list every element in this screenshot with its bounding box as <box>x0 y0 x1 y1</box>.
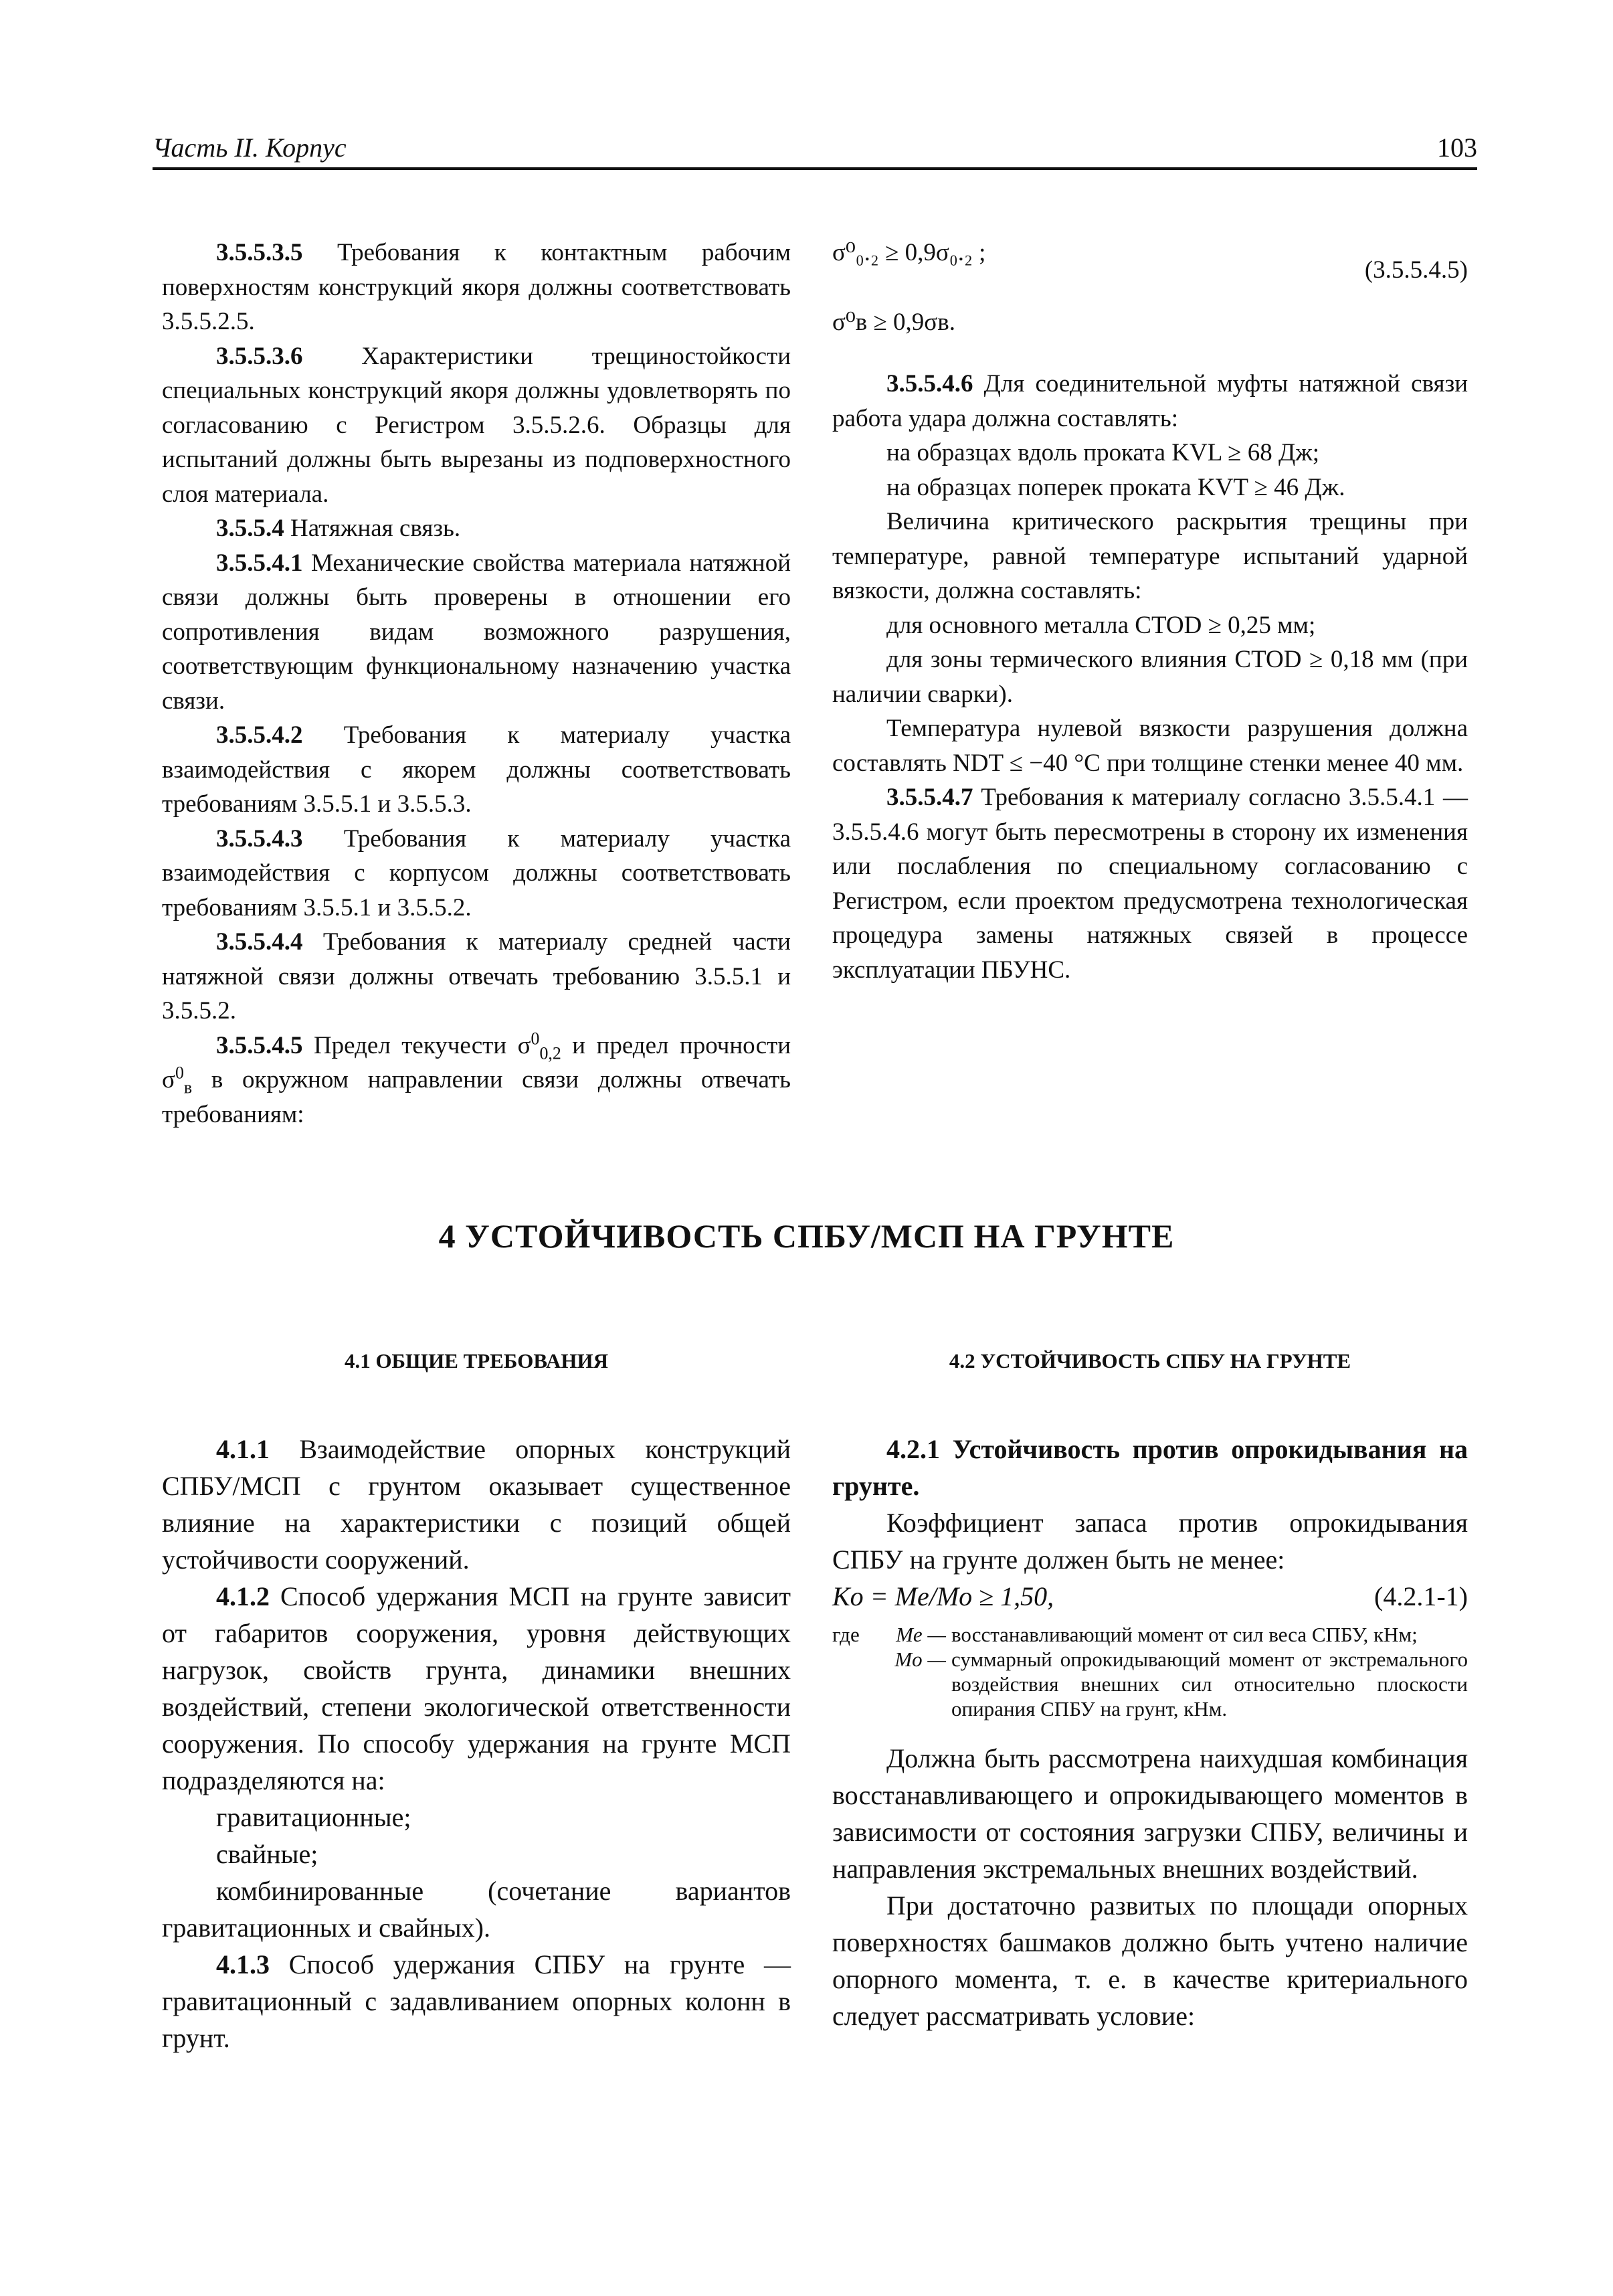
formula-sigma-02: σ⁰₀.₂ ≥ 0,9σ₀.₂ ; <box>832 239 986 266</box>
paragraph <box>162 546 791 719</box>
clause-text: и предел прочности σ <box>162 1031 791 1093</box>
paragraph: Величина критического раскрытия трещины при температуре, равной температуре испытаний ударной вязкости, должна составлять: <box>832 508 1468 604</box>
paragraph: Коэффициент запаса против опрокидывания СПБУ на грунте должен быть не менее: <box>832 1508 1468 1575</box>
paragraph <box>162 1946 791 2056</box>
clause-number: 3.5.5.4.1 <box>216 549 303 577</box>
clause-number: 4.1.1 <box>216 1434 270 1464</box>
legend-symbol: Me — <box>896 1623 946 1646</box>
paragraph: При достаточно развитых по площади опорных поверхностях башмаков должно быть учтено наличие опорного момента, т. е. в качестве критериального следует рассматривать условие: <box>832 1890 1468 2031</box>
section-heading-4-2: 4.2 УСТОЙЧИВОСТЬ СПБУ НА ГРУНТЕ <box>949 1349 1351 1373</box>
legend-label: где <box>832 1623 860 1646</box>
clause-text: Для соединительной муфты натяжной связи работа удара должна составлять: <box>832 370 1468 432</box>
legend-label-blank <box>832 1647 892 1721</box>
subscript: 0,2 <box>539 1043 561 1063</box>
clause-number: 3.5.5.4.2 <box>216 721 303 749</box>
paragraph <box>162 339 791 512</box>
column-right-top <box>832 236 1468 987</box>
clause-number: 3.5.5.3.6 <box>216 342 303 370</box>
equation-number: (3.5.5.4.5) <box>1364 256 1468 284</box>
clause-text: Требования к контактным рабочим поверхностям конструкций якоря должны соответствовать 3.5.5.2.5. <box>162 239 791 335</box>
paragraph <box>162 236 791 339</box>
column-left-bottom <box>162 1431 791 2056</box>
superscript: 0 <box>175 1063 184 1083</box>
clause-text: Натяжная связь. <box>284 515 461 542</box>
paragraph <box>832 367 1468 436</box>
list-item: для зоны термического влияния CTOD ≥ 0,18 мм (при наличии сварки). <box>832 646 1468 708</box>
clause-number: 3.5.5.4.5 <box>216 1031 303 1059</box>
legend-text: суммарный опрокидывающий момент от экстремального воздействия внешних сил относительно плоскости опирания СПБУ на грунт, кНм. <box>951 1648 1468 1720</box>
clause-number: 3.5.5.4 <box>216 515 284 542</box>
clause-text: Характеристики трещиностойкости специальных конструкций якоря должны удовлетворять по согласованию с Регистром 3.5.5.2.6. Образцы для испытаний должны быть вырезаны из подповерхностного слоя материала. <box>162 342 791 508</box>
paragraph <box>162 511 791 546</box>
formula-k0: Ko = Me/Mo ≥ 1,50, <box>832 1581 1054 1611</box>
chapter-title: 4 УСТОЙЧИВОСТЬ СПБУ/МСП НА ГРУНТЕ <box>438 1217 1175 1255</box>
legend-symbol: Mo — <box>894 1648 946 1671</box>
clause-text: Способ удержания МСП на грунте зависит от габаритов сооружения, уровня действующих нагрузок, свойств грунта, динамики внешних воздействий, степени экологической ответственности сооружения. По способу удержания на грунте МСП подразделяются на: <box>162 1581 791 1795</box>
equation-number: (4.2.1-1) <box>1374 1581 1468 1611</box>
paragraph <box>162 1578 791 1799</box>
clause-number: 3.5.5.4.3 <box>216 824 303 853</box>
clause-number: 3.5.5.4.7 <box>886 784 973 811</box>
list-item: на образцах поперек проката KVT ≥ 46 Дж. <box>886 473 1345 501</box>
clause-text: Требования к материалу участка взаимодействия с якорем должны соответствовать требованиям 3.5.5.1 и 3.5.5.3. <box>162 721 791 818</box>
clause-text: Требования к материалу средней части натяжной связи должны отвечать требованию 3.5.5.1 и 3.5.5.2. <box>162 928 791 1025</box>
clause-text: Способ удержания СПБУ на грунте — гравитационный с задавливанием опорных колонн в грунт. <box>162 1949 791 2053</box>
clause-heading: 4.2.1 Устойчивость против опрокидывания на грунте. <box>832 1434 1468 1501</box>
superscript: 0 <box>531 1029 540 1049</box>
paragraph <box>162 1431 791 1578</box>
paragraph <box>162 1029 791 1132</box>
list-item: комбинированные (сочетание вариантов гравитационных и свайных). <box>162 1876 791 1943</box>
list-item: для основного металла CTOD ≥ 0,25 мм; <box>886 611 1316 639</box>
clause-number: 3.5.5.3.5 <box>216 239 303 266</box>
clause-number: 4.1.3 <box>216 1949 270 1979</box>
paragraph: Должна быть рассмотрена наихудшая комбинация восстанавливающего и опрокидывающего моментов в зависимости от состояния загрузки СПБУ, величины и направления экстремальных внешних воздействий. <box>832 1743 1468 1884</box>
clause-number: 3.5.5.4.6 <box>886 370 973 398</box>
list-item: свайные; <box>216 1839 318 1869</box>
paragraph <box>162 718 791 822</box>
paragraph <box>162 925 791 1029</box>
legend-row <box>832 1622 1468 1647</box>
formula-line <box>832 1578 1468 1617</box>
legend-row <box>832 1647 1468 1721</box>
clause-text: Предел текучести σ <box>302 1031 531 1059</box>
formula-sigma-b: σ⁰в ≥ 0,9σв. <box>832 308 955 336</box>
paragraph <box>162 822 791 925</box>
clause-text: Требования к материалу согласно 3.5.5.4.1 — 3.5.5.4.6 могут быть пересмотрены в сторону их изменения или послабления по специальному согласованию с Регистром, если проектом предусмотрена технологическая процедура замены натяжных связей в процессе эксплуатации ПБУНС. <box>832 784 1468 984</box>
clause-number: 3.5.5.4.4 <box>216 928 303 956</box>
clause-text: в окружном направлении связи должны отвечать требованиям: <box>162 1066 791 1128</box>
paragraph <box>832 780 1468 987</box>
formula-line <box>832 256 1468 305</box>
clause-text: Взаимодействие опорных конструкций СПБУ/МСП с грунтом оказывает существенное влияние на характеристики с позиций общей устойчивости сооружений. <box>162 1434 791 1575</box>
page-number: 103 <box>1437 133 1477 163</box>
symbol-legend <box>832 1622 1468 1721</box>
list-item: на образцах вдоль проката KVL ≥ 68 Дж; <box>886 439 1320 466</box>
subscript: в <box>183 1077 193 1097</box>
list-item: гравитационные; <box>216 1802 411 1832</box>
formula-line <box>832 305 1468 340</box>
column-right-bottom <box>832 1431 1468 2034</box>
paragraph: Температура нулевой вязкости разрушения должна составлять NDT ≤ −40 °С при толщине стенки менее 40 мм. <box>832 715 1468 777</box>
running-header <box>153 126 1477 170</box>
section-heading-4-1: 4.1 ОБЩИЕ ТРЕБОВАНИЯ <box>344 1349 609 1373</box>
running-title: Часть II. Корпус <box>153 133 347 163</box>
clause-text: Механические свойства материала натяжной связи должны быть проверены в отношении его сопротивления видам возможного разрушения, соответствующим функциональному назначению участка связи. <box>162 549 791 715</box>
column-left-top <box>162 236 791 1132</box>
clause-number: 4.1.2 <box>216 1581 270 1611</box>
clause-text: Требования к материалу участка взаимодействия с корпусом должны соответствовать требованиям 3.5.5.1 и 3.5.5.2. <box>162 824 791 921</box>
legend-text: восстанавливающий момент от сил веса СПБУ, кНм; <box>951 1623 1418 1646</box>
